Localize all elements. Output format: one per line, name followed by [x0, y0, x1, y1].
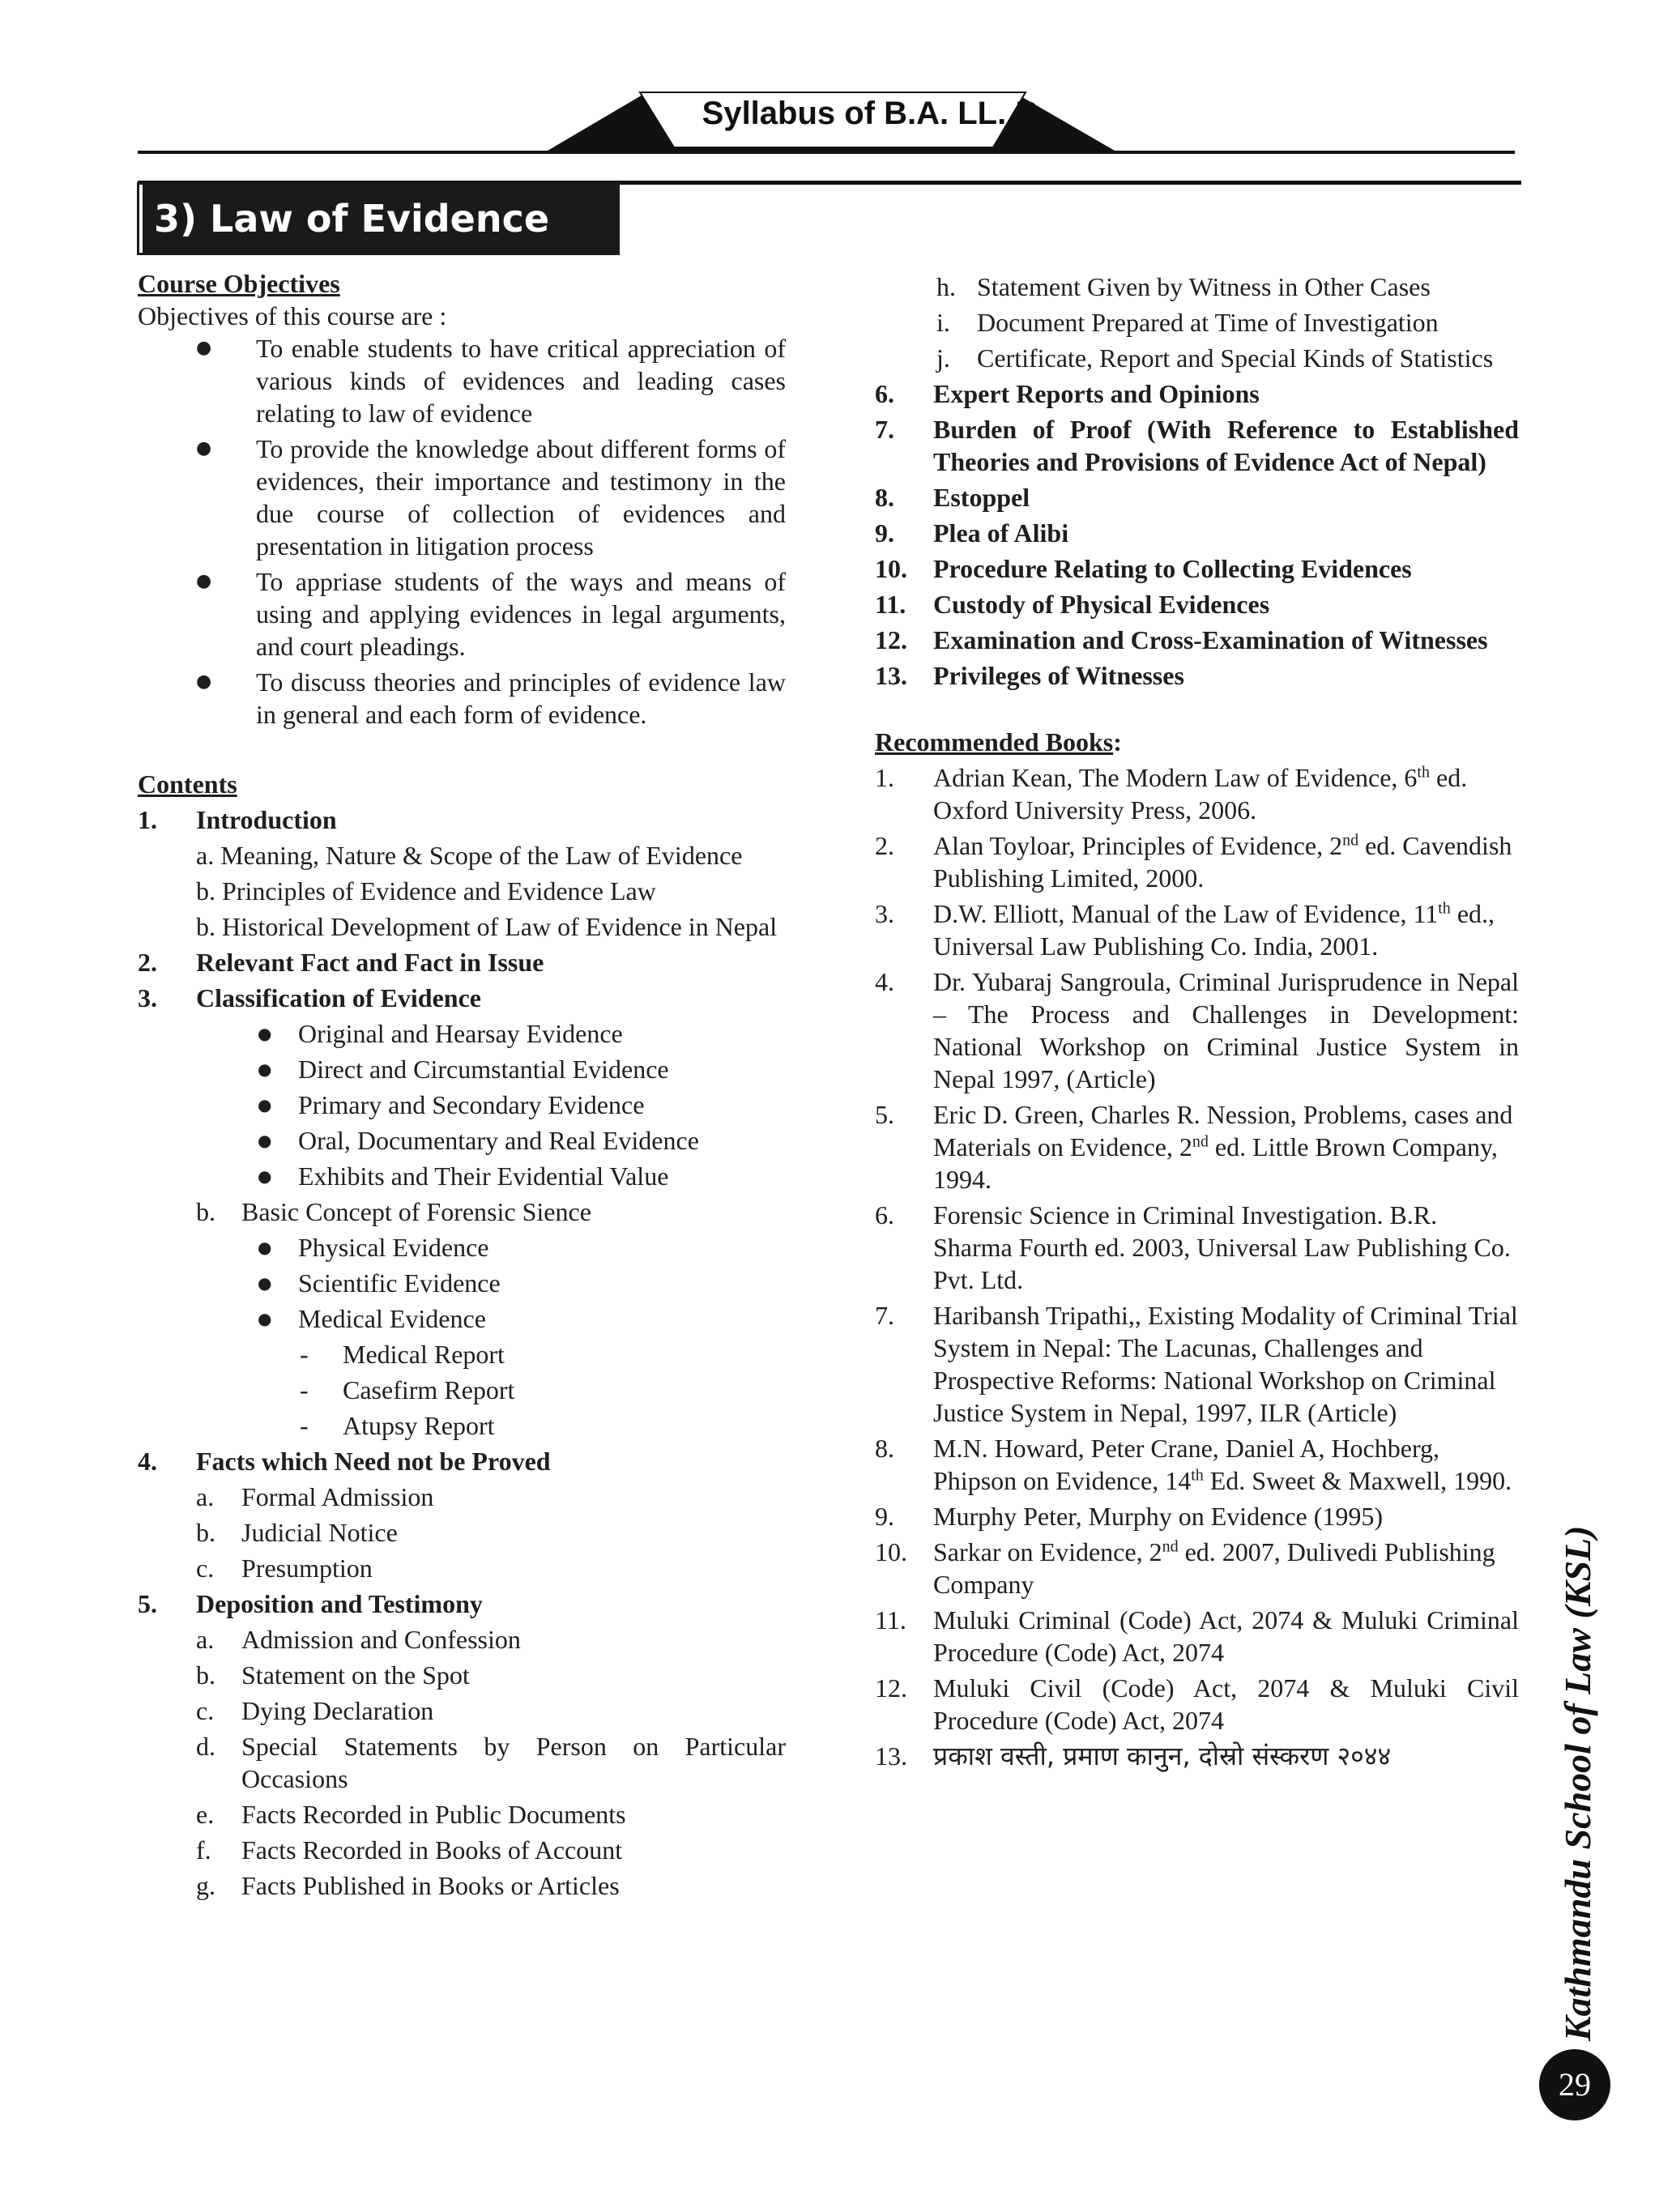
content-item-13: 13. Privileges of Witnesses: [875, 661, 1184, 690]
content-sub: h. Statement Given by Witness in Other Cases: [936, 272, 1431, 301]
book-item: 1. Adrian Kean, The Modern Law of Evidence, 6th ed. Oxford University Press, 2006.: [875, 763, 1468, 825]
content-sub: c. Dying Declaration: [196, 1696, 434, 1725]
medical-dash-item: - Medical Report: [138, 1338, 786, 1370]
book-item: 7. Haribansh Tripathi,, Existing Modality of Criminal Trial System in Nepal: The Lacunas, Challenges and Prospective Reforms: National Workshop on Criminal Justice System in Nepal, 1997, ILR (Article): [875, 1301, 1518, 1427]
content-item-10: 10. Procedure Relating to Collecting Evidences: [875, 554, 1412, 583]
objectives-intro: Objectives of this course are :: [138, 301, 447, 330]
content-item-11: 11. Custody of Physical Evidences: [875, 590, 1270, 619]
header-rule-top: [138, 151, 1515, 154]
content-item-9: 9. Plea of Alibi: [875, 518, 1069, 548]
book-item: 11. Muluki Criminal (Code) Act, 2074 & Muluki Criminal Procedure (Code) Act, 2074: [875, 1605, 1519, 1667]
content-sub: f. Facts Recorded in Books of Account: [196, 1835, 623, 1865]
section-title: 3) Law of Evidence: [139, 185, 617, 253]
content-sub: g. Facts Published in Books or Articles: [196, 1871, 620, 1900]
book-item: 5. Eric D. Green, Charles R. Nession, Problems, cases and Materials on Evidence, 2nd ed. Little Brown Company, 1994.: [875, 1100, 1513, 1194]
book-item: 4. Dr. Yubaraj Sangroula, Criminal Jurisprudence in Nepal – The Process and Challenges in Development: National Workshop on Criminal Justice System in Nepal 1997, (Article): [875, 967, 1519, 1093]
book-item: 10. Sarkar on Evidence, 2nd ed. 2007, Dulivedi Publishing Company: [875, 1537, 1495, 1599]
content-item-3: 3. Classification of Evidence: [138, 983, 481, 1012]
content-sub: d. Special Statements by Person on Particular Occasions: [196, 1732, 786, 1793]
content-sub: b. Statement on the Spot: [196, 1660, 470, 1690]
medical-dash-item: - Casefirm Report: [138, 1374, 786, 1406]
books-heading-line: Recommended Books:: [875, 727, 1122, 757]
books-heading: Recommended Books: [875, 727, 1114, 757]
content-sub: c. Presumption: [196, 1554, 373, 1583]
content-sub: i. Document Prepared at Time of Investigation: [936, 308, 1439, 337]
content-item-1: 1. Introduction: [138, 805, 337, 834]
objectives-heading: Course Objectives: [138, 269, 340, 298]
book-item: 3. D.W. Elliott, Manual of the Law of Evidence, 11th ed., Universal Law Publishing Co. India, 2001.: [875, 899, 1495, 961]
objectives-list: [138, 332, 786, 731]
book-item: 6. Forensic Science in Criminal Investigation. B.R. Sharma Fourth ed. 2003, Universal Law Publishing Co. Pvt. Ltd.: [875, 1200, 1511, 1294]
content-item-4: 4. Facts which Need not be Proved: [138, 1447, 551, 1476]
book-item: 9. Murphy Peter, Murphy on Evidence (1995): [875, 1502, 1384, 1531]
objective-item: ● To enable students to have critical appreciation of various kinds of evidences and leading cases relating to law of evidence: [138, 332, 786, 429]
book-item: 8. M.N. Howard, Peter Crane, Daniel A, Hochberg, Phipson on Evidence, 14th Ed. Sweet & Maxwell, 1990.: [875, 1434, 1512, 1495]
objective-item: ● To provide the knowledge about different forms of evidences, their importance and testimony in the due course of collection of evidences and presentation in litigation process: [138, 433, 786, 562]
content-item-12: 12. Examination and Cross-Examination of Witnesses: [875, 625, 1488, 654]
classification-bullet: ● Direct and Circumstantial Evidence: [138, 1053, 786, 1085]
objective-item: ● To discuss theories and principles of evidence law in general and each form of evidence.: [138, 666, 786, 731]
medical-dash-item: - Atupsy Report: [138, 1409, 786, 1442]
page-number: 29: [1539, 2049, 1610, 2120]
content-sub: b. Historical Development of Law of Evidence in Nepal: [196, 912, 778, 941]
content-sub: e. Facts Recorded in Public Documents: [196, 1800, 626, 1829]
forensic-bullet: ● Physical Evidence: [138, 1231, 786, 1264]
book-item: 2. Alan Toyloar, Principles of Evidence, 2nd ed. Cavendish Publishing Limited, 2000.: [875, 831, 1512, 893]
content-sub: a. Formal Admission: [196, 1482, 434, 1511]
objective-item: ● To appriase students of the ways and means of using and applying evidences in legal arguments, and court pleadings.: [138, 565, 786, 663]
content-item-2: 2. Relevant Fact and Fact in Issue: [138, 948, 544, 977]
forensic-bullet: ● Medical Evidence: [138, 1302, 786, 1335]
classification-bullet: ● Original and Hearsay Evidence: [138, 1017, 786, 1050]
classification-bullet: ● Oral, Documentary and Real Evidence: [138, 1124, 786, 1157]
content-sub: j. Certificate, Report and Special Kinds of Statistics: [936, 343, 1494, 373]
content-sub: b. Judicial Notice: [196, 1518, 398, 1547]
left-column: [138, 267, 786, 1902]
content-item-8: 8. Estoppel: [875, 483, 1030, 512]
content-item-5: 5. Deposition and Testimony: [138, 1589, 483, 1618]
content-item-7: 7. Burden of Proof (With Reference to Established Theories and Provisions of Evidence Act of Nepal): [875, 415, 1519, 476]
book-item: 12. Muluki Civil (Code) Act, 2074 & Muluki Civil Procedure (Code) Act, 2074: [875, 1673, 1519, 1735]
content-item-6: 6. Expert Reports and Opinions: [875, 379, 1260, 408]
classification-bullet: ● Primary and Secondary Evidence: [138, 1089, 786, 1121]
content-sub: b. Principles of Evidence and Evidence Law: [196, 876, 656, 906]
content-sub: a. Meaning, Nature & Scope of the Law of Evidence: [196, 841, 743, 870]
header-tab-label: Syllabus of B.A. LL. B.: [702, 96, 1048, 131]
right-column: [875, 267, 1519, 1772]
contents-heading: Contents: [138, 769, 237, 799]
book-item: 13. प्रकाश वस्ती, प्रमाण कानुन, दोस्रो संस्करण २०४४: [875, 1741, 1392, 1771]
forensic-bullet: ● Scientific Evidence: [138, 1267, 786, 1299]
classification-bullet: ● Exhibits and Their Evidential Value: [138, 1160, 786, 1192]
content-sub: a. Admission and Confession: [196, 1625, 521, 1654]
header-banner-shape: [0, 0, 1659, 162]
content-sub-b: b. Basic Concept of Forensic Sience: [196, 1197, 591, 1226]
side-institution-text: Kathmandu School of Law (KSL): [1557, 1525, 1598, 2041]
